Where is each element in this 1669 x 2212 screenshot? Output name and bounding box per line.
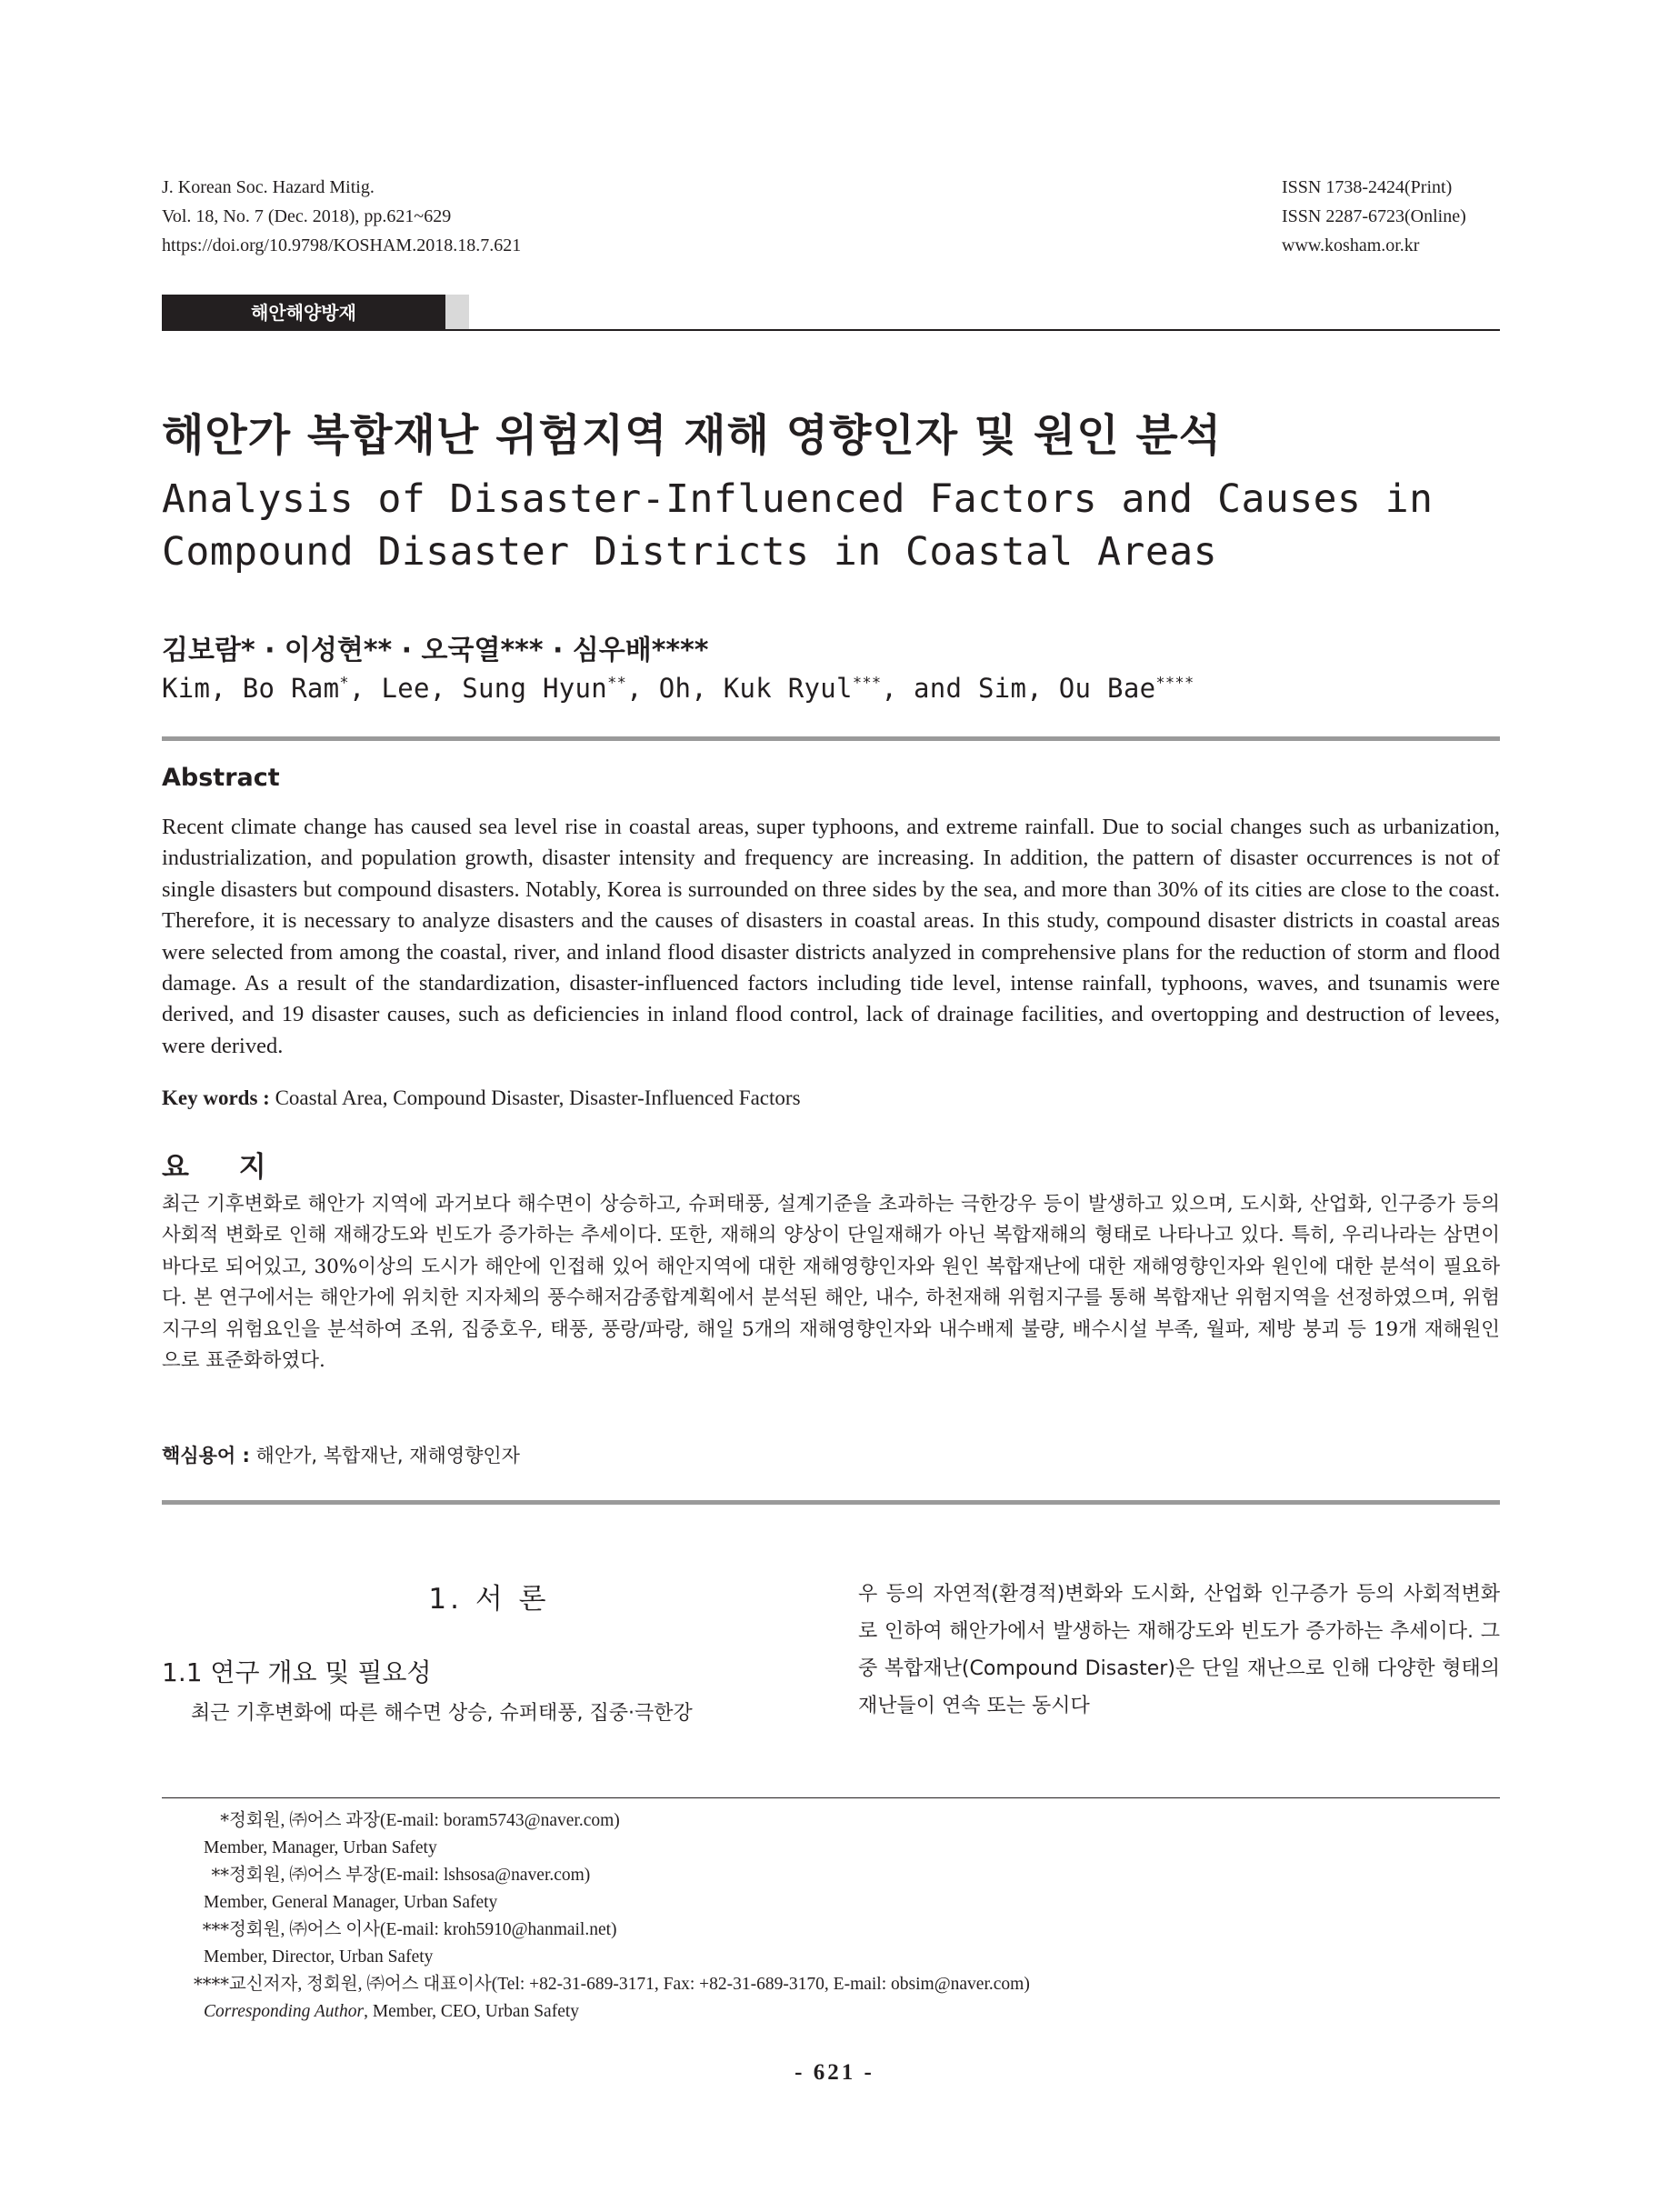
section-title-introduction: 1. 서 론 bbox=[428, 1583, 550, 1616]
korean-abstract-text: 최근 기후변화로 해안가 지역에 과거보다 해수면이 상승하고, 슈퍼태풍, 설계기준을 초과하는 극한강우 등이 발생하고 있으며, 도시화, 산업화, 인구증가 등의 사회적 변화로 인해 재해강도와 빈도가 증가하는 추세이다. 또한, 재해의 양상이 단일재해가 아닌 복합재해의 형태로 나타나고 있다. 특히, 우리나라는 삼면이 바다로 되어있고, 30%이상의 도시가 해안에 인접해 있어 해안지역에 대한 재해영향인자와 원인 복합재난에 대한 재해영향인자와 원인에 대한 분석이 필요하다. 본 연구에서는 해안가에 위치한 지자체의 풍수해저감종합계획에서 분석된 해안, 내수, 하천재해 위험지구를 통해 복합재난 위험지역을 선정하였으며, 위험지구의 위험요인을 분석하여 조위, 집중호우, 태풍, 풍랑/파랑, 해일 5개의 재해영향인자와 내수배제 불량, 배수시설 부족, 월파, 제방 붕괴 등 19개 재해원인으로 표준화하였다. bbox=[162, 1193, 1500, 1373]
footnote-affiliation: Member, Director, Urban Safety bbox=[204, 1947, 434, 1967]
subsection-title: 1.1 연구 개요 및 필요성 bbox=[162, 1657, 432, 1687]
author-mark: *** bbox=[852, 674, 882, 693]
english-keywords bbox=[162, 1086, 801, 1110]
author-mark: **** bbox=[1155, 674, 1194, 693]
author-mark: * bbox=[339, 674, 349, 693]
korean-abstract-heading: 요 지 bbox=[162, 1151, 286, 1184]
footnote-line bbox=[162, 1862, 1030, 1889]
abstract-text: Recent climate change has caused sea level rise in coastal areas, super typhoons, and extreme rainfall. Due to social changes such as urbanization, industrialization, and population growth, disaster intensity and frequency are increasing. In addition, the pattern of disaster occurrences is not of single disasters but compound disasters. Notably, Korea is surrounded on three sides by the sea, and more than 30% of its cities are close to the coast. Therefore, it is necessary to analyze disasters and the causes of disasters in coastal areas. In this study, compound disaster districts in coastal areas were selected from among the coastal, river, and inland flood disaster districts analyzed in comprehensive plans for the reduction of storm and flood damage. As a result of the standardization, disaster-influenced factors including tide level, intense rainfall, typhoons, waves, and tsunamis were derived, and 19 disaster causes, such as deficiencies in inland flood control, lack of drainage facilities, and overtopping and destruction of levees, were derived. bbox=[162, 815, 1500, 1058]
keywords-value: Coastal Area, Compound Disaster, Disaster-Influenced Factors bbox=[275, 1086, 801, 1109]
authors-korean: 김보람* · 이성현** · 오국열*** · 심우배**** bbox=[162, 635, 709, 666]
journal-name: J. Korean Soc. Hazard Mitig. bbox=[162, 177, 375, 197]
author-name: Lee, Sung Hyun bbox=[381, 673, 608, 704]
issn-online: ISSN 2287-6723(Online) bbox=[1282, 206, 1466, 226]
footnote-mark: **** bbox=[194, 1974, 229, 1995]
footnote-mark: ** bbox=[211, 1865, 229, 1886]
korean-keywords bbox=[162, 1441, 520, 1468]
author-mark: ** bbox=[607, 674, 627, 693]
footnote-mark: * bbox=[220, 1810, 229, 1831]
footnote-line bbox=[162, 1971, 1030, 1998]
abstract-heading: Abstract bbox=[162, 764, 280, 792]
footnote-line bbox=[162, 1835, 1030, 1862]
footnote-affiliation: Member, Manager, Urban Safety bbox=[204, 1838, 437, 1857]
authors-english bbox=[162, 673, 1194, 704]
journal-header-right bbox=[1282, 173, 1466, 260]
abstract-top-rule bbox=[162, 736, 1500, 741]
footnote-text: 정회원, ㈜어스 과장(E-mail: boram5743@naver.com) bbox=[229, 1811, 620, 1830]
footnote-text: 교신저자, 정회원, ㈜어스 대표이사(Tel: +82-31-689-3171, Fax: +82-31-689-3170, E-mail: obsim@naver.com) bbox=[229, 1975, 1030, 1994]
author-separator: , bbox=[348, 673, 382, 704]
journal-volume: Vol. 18, No. 7 (Dec. 2018), pp.621~629 bbox=[162, 206, 452, 226]
footnote-line bbox=[162, 1944, 1030, 1971]
footnote-rule bbox=[162, 1797, 1500, 1798]
website-link[interactable]: www.kosham.or.kr bbox=[1282, 235, 1420, 255]
title-korean: 해안가 복합재난 위험지역 재해 영향인자 및 원인 분석 bbox=[162, 410, 1223, 461]
footnote-affiliation: , Member, CEO, Urban Safety bbox=[364, 2002, 580, 2021]
footnote-line bbox=[162, 1917, 1030, 1944]
footnote-affiliation: Member, General Manager, Urban Safety bbox=[204, 1893, 498, 1912]
page-number: - 621 - bbox=[795, 2060, 874, 2085]
title-english-line2: Compound Disaster Districts in Coastal Areas bbox=[162, 529, 1218, 575]
footnote-text: 정회원, ㈜어스 부장(E-mail: lshsosa@naver.com) bbox=[229, 1866, 591, 1885]
author-name: Sim, Ou Bae bbox=[977, 673, 1156, 704]
footnote-line bbox=[162, 1998, 1030, 2026]
author-separator: , bbox=[626, 673, 659, 704]
footnote-role: Corresponding Author bbox=[204, 2002, 365, 2021]
footnote-line bbox=[162, 1807, 1030, 1835]
title-english bbox=[162, 473, 1525, 578]
title-english-line1: Analysis of Disaster-Influenced Factors and Causes in bbox=[162, 476, 1434, 522]
footnote-text: 정회원, ㈜어스 이사(E-mail: kroh5910@hanmail.net) bbox=[229, 1920, 617, 1939]
journal-header-left bbox=[162, 173, 521, 260]
header-rule bbox=[162, 329, 1500, 331]
korean-keywords-value: 해안가, 복합재난, 재해영향인자 bbox=[255, 1445, 520, 1466]
keywords-label: Key words : bbox=[162, 1086, 270, 1109]
author-name: Oh, Kuk Ryul bbox=[658, 673, 853, 704]
abstract-bottom-rule bbox=[162, 1500, 1500, 1505]
footnote-mark: *** bbox=[202, 1919, 229, 1940]
author-name: Kim, Bo Ram bbox=[162, 673, 340, 704]
intro-left-column-text: 최근 기후변화에 따른 해수면 상승, 슈퍼태풍, 집중·극한강 bbox=[191, 1702, 693, 1725]
footnotes bbox=[162, 1807, 1030, 2026]
section-tab: 해안해양방재 bbox=[162, 295, 445, 331]
author-separator: , and bbox=[881, 673, 978, 704]
korean-keywords-label: 핵심용어 : bbox=[162, 1445, 250, 1466]
doi-link[interactable]: https://doi.org/10.9798/KOSHAM.2018.18.7.621 bbox=[162, 235, 522, 255]
intro-right-column-text: 우 등의 자연적(환경적)변화와 도시화, 산업화 인구증가 등의 사회적변화로 인하여 해안가에서 발생하는 재해강도와 빈도가 증가하는 추세이다. 그 중 복합재난(Compound Disaster)은 단일 재난으로 인해 다양한 형태의 재난들이 연속 또는 동시다 bbox=[858, 1583, 1500, 1717]
footnote-line bbox=[162, 1889, 1030, 1917]
section-tab-accent bbox=[445, 295, 469, 331]
issn-print: ISSN 1738-2424(Print) bbox=[1282, 177, 1453, 197]
